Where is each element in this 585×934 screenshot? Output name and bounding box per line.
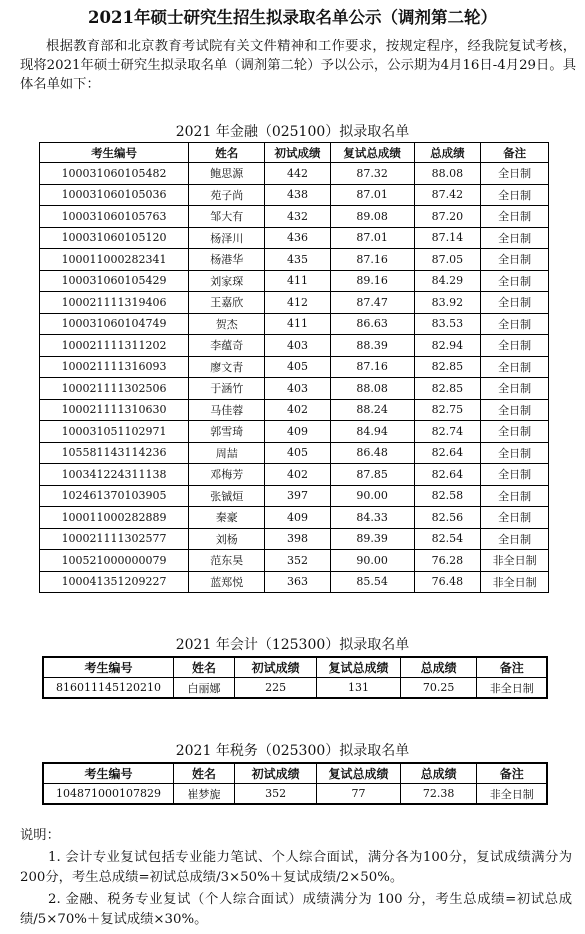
- cell-retest-score: 86.63: [330, 313, 414, 335]
- cell-candidate-id: 100021111302577: [40, 528, 189, 550]
- cell-candidate-id: 100031060104749: [40, 313, 189, 335]
- table-row: [40, 464, 549, 486]
- accounting-table: [42, 656, 548, 699]
- cell-name: 刘家琛: [189, 270, 265, 292]
- cell-total-score: 82.85: [414, 378, 481, 400]
- cell-initial-score: 405: [265, 356, 330, 378]
- cell-candidate-id: 100021111319406: [40, 292, 189, 314]
- cell-name: 李蕴奇: [189, 335, 265, 357]
- cell-name: 邹大有: [189, 206, 265, 228]
- cell-retest-score: 89.08: [330, 206, 414, 228]
- cell-candidate-id: 100521000000079: [40, 550, 189, 572]
- cell-total-score: 87.14: [414, 227, 481, 249]
- cell-name: 白丽娜: [174, 678, 235, 699]
- cell-name: 刘杨: [189, 528, 265, 550]
- cell-retest-score: 87.01: [330, 184, 414, 206]
- cell-candidate-id: 100341224311138: [40, 464, 189, 486]
- cell-initial-score: 405: [265, 442, 330, 464]
- cell-total-score: 82.75: [414, 399, 481, 421]
- cell-candidate-id: 100021111310630: [40, 399, 189, 421]
- cell-initial-score: 225: [235, 678, 317, 699]
- cell-initial-score: 403: [265, 335, 330, 357]
- cell-candidate-id: 100041351209227: [40, 571, 189, 593]
- cell-total-score: 87.05: [414, 249, 481, 271]
- cell-initial-score: 432: [265, 206, 330, 228]
- cell-remark: 全日制: [481, 442, 549, 464]
- header-candidate-id: 考生编号: [40, 143, 189, 163]
- cell-remark: 全日制: [481, 292, 549, 314]
- table-row: [40, 163, 549, 185]
- header-initial-score: 初试成绩: [235, 657, 317, 678]
- notes-heading: 说明：: [20, 828, 60, 843]
- cell-remark: 全日制: [481, 421, 549, 443]
- cell-total-score: 82.85: [414, 356, 481, 378]
- header-total-score: 总成绩: [400, 657, 477, 678]
- cell-candidate-id: 100031060105763: [40, 206, 189, 228]
- finance-table: [39, 142, 549, 593]
- cell-remark: 非全日制: [481, 550, 549, 572]
- table-row: [40, 292, 549, 314]
- cell-initial-score: 409: [265, 421, 330, 443]
- cell-remark: 全日制: [481, 356, 549, 378]
- header-candidate-id: 考生编号: [43, 763, 174, 784]
- cell-remark: 非全日制: [477, 678, 547, 699]
- cell-candidate-id: 816011145120210: [43, 678, 174, 699]
- cell-name: 张铖烜: [189, 485, 265, 507]
- cell-initial-score: 403: [265, 378, 330, 400]
- cell-remark: 非全日制: [481, 571, 549, 593]
- tax-table: [42, 762, 548, 805]
- cell-retest-score: 87.85: [330, 464, 414, 486]
- cell-total-score: 87.20: [414, 206, 481, 228]
- cell-retest-score: 89.39: [330, 528, 414, 550]
- header-initial-score: 初试成绩: [235, 763, 317, 784]
- cell-remark: 全日制: [481, 163, 549, 185]
- cell-name: 廖文青: [189, 356, 265, 378]
- cell-name: 苑子尚: [189, 184, 265, 206]
- cell-initial-score: 402: [265, 399, 330, 421]
- header-remark: 备注: [477, 763, 547, 784]
- cell-initial-score: 435: [265, 249, 330, 271]
- cell-remark: 全日制: [481, 249, 549, 271]
- note-item: 2. 金融、税务专业复试（个人综合面试）成绩满分为 100 分，考生总成绩=初试总成绩/5×70%＋复试成绩×30%。: [20, 892, 572, 927]
- cell-retest-score: 90.00: [330, 485, 414, 507]
- cell-total-score: 76.28: [414, 550, 481, 572]
- cell-remark: 全日制: [481, 206, 549, 228]
- table-row: [40, 421, 549, 443]
- note-item: 1. 会计专业复试包括专业能力笔试、个人综合面试，满分各为100分，复试成绩满分为200分，考生总成绩=初试总成绩/3×50%＋复试成绩/2×50%。: [20, 850, 572, 885]
- cell-candidate-id: 100011000282889: [40, 507, 189, 529]
- cell-remark: 全日制: [481, 507, 549, 529]
- cell-retest-score: 90.00: [330, 550, 414, 572]
- cell-total-score: 82.56: [414, 507, 481, 529]
- cell-name: 范东昊: [189, 550, 265, 572]
- cell-retest-score: 87.16: [330, 249, 414, 271]
- table-row: [40, 249, 549, 271]
- header-total-score: 总成绩: [414, 143, 481, 163]
- table-row: [40, 399, 549, 421]
- cell-name: 马佳蓉: [189, 399, 265, 421]
- cell-total-score: 82.64: [414, 442, 481, 464]
- cell-name: 鲍思源: [189, 163, 265, 185]
- table-header-row: [43, 763, 547, 784]
- header-initial-score: 初试成绩: [265, 143, 330, 163]
- cell-candidate-id: 100031051102971: [40, 421, 189, 443]
- cell-name: 贺杰: [189, 313, 265, 335]
- cell-candidate-id: 100031060105482: [40, 163, 189, 185]
- cell-retest-score: 85.54: [330, 571, 414, 593]
- cell-retest-score: 86.48: [330, 442, 414, 464]
- cell-total-score: 72.38: [400, 784, 477, 805]
- table-row: [43, 784, 547, 805]
- cell-candidate-id: 100031060105429: [40, 270, 189, 292]
- cell-total-score: 82.54: [414, 528, 481, 550]
- page-title: 2021年硕士研究生招生拟录取名单公示（调剂第二轮）: [88, 8, 497, 27]
- header-total-score: 总成绩: [400, 763, 477, 784]
- cell-total-score: 87.42: [414, 184, 481, 206]
- cell-name: 蓝郑悦: [189, 571, 265, 593]
- cell-name: 邓梅芳: [189, 464, 265, 486]
- cell-candidate-id: 100011000282341: [40, 249, 189, 271]
- cell-candidate-id: 100031060105120: [40, 227, 189, 249]
- cell-remark: 全日制: [481, 485, 549, 507]
- cell-initial-score: 436: [265, 227, 330, 249]
- cell-retest-score: 77: [317, 784, 401, 805]
- cell-retest-score: 87.01: [330, 227, 414, 249]
- cell-name: 崔梦旎: [174, 784, 235, 805]
- cell-initial-score: 411: [265, 270, 330, 292]
- table-row: [40, 507, 549, 529]
- cell-remark: 全日制: [481, 313, 549, 335]
- cell-retest-score: 131: [317, 678, 401, 699]
- cell-initial-score: 411: [265, 313, 330, 335]
- table-row: [40, 206, 549, 228]
- cell-initial-score: 412: [265, 292, 330, 314]
- table-row: [40, 184, 549, 206]
- table-row: [40, 571, 549, 593]
- cell-remark: 非全日制: [477, 784, 547, 805]
- cell-remark: 全日制: [481, 335, 549, 357]
- cell-total-score: 83.53: [414, 313, 481, 335]
- table-row: [40, 356, 549, 378]
- cell-initial-score: 352: [235, 784, 317, 805]
- table-row: [40, 528, 549, 550]
- cell-retest-score: 87.32: [330, 163, 414, 185]
- cell-retest-score: 87.16: [330, 356, 414, 378]
- table-row: [40, 485, 549, 507]
- cell-name: 于涵竹: [189, 378, 265, 400]
- cell-candidate-id: 100031060105036: [40, 184, 189, 206]
- cell-initial-score: 352: [265, 550, 330, 572]
- cell-initial-score: 438: [265, 184, 330, 206]
- cell-name: 周喆: [189, 442, 265, 464]
- cell-initial-score: 397: [265, 485, 330, 507]
- cell-total-score: 82.74: [414, 421, 481, 443]
- finance-table-title: 2021 年金融（025100）拟录取名单: [175, 124, 410, 140]
- cell-retest-score: 88.08: [330, 378, 414, 400]
- cell-initial-score: 402: [265, 464, 330, 486]
- cell-retest-score: 89.16: [330, 270, 414, 292]
- header-name: 姓名: [174, 763, 235, 784]
- cell-remark: 全日制: [481, 184, 549, 206]
- cell-total-score: 84.29: [414, 270, 481, 292]
- cell-name: 秦豪: [189, 507, 265, 529]
- cell-retest-score: 84.33: [330, 507, 414, 529]
- header-candidate-id: 考生编号: [43, 657, 174, 678]
- cell-total-score: 83.92: [414, 292, 481, 314]
- cell-initial-score: 442: [265, 163, 330, 185]
- table-row: [40, 335, 549, 357]
- cell-total-score: 82.58: [414, 485, 481, 507]
- cell-name: 杨港华: [189, 249, 265, 271]
- cell-initial-score: 363: [265, 571, 330, 593]
- header-remark: 备注: [477, 657, 547, 678]
- cell-retest-score: 88.24: [330, 399, 414, 421]
- header-retest-score: 复试总成绩: [317, 657, 401, 678]
- cell-remark: 全日制: [481, 399, 549, 421]
- cell-candidate-id: 102461370103905: [40, 485, 189, 507]
- table-row: [40, 270, 549, 292]
- cell-name: 王嘉欣: [189, 292, 265, 314]
- cell-candidate-id: 104871000107829: [43, 784, 174, 805]
- cell-candidate-id: 105581143114236: [40, 442, 189, 464]
- table-row: [40, 227, 549, 249]
- table-header-row: [40, 143, 549, 163]
- tax-table-title: 2021 年税务（025300）拟录取名单: [175, 743, 410, 759]
- header-retest-score: 复试总成绩: [317, 763, 401, 784]
- intro-paragraph: 根据教育部和北京教育考试院有关文件精神和工作要求，按规定程序，经我院复试考核，现将2021年硕士研究生拟录取名单（调剂第二轮）予以公示，公示期为4月16日-4月29日。具体名单如下：: [20, 39, 576, 92]
- cell-candidate-id: 100021111302506: [40, 378, 189, 400]
- table-row: [40, 442, 549, 464]
- cell-retest-score: 87.47: [330, 292, 414, 314]
- table-row: [40, 378, 549, 400]
- header-name: 姓名: [174, 657, 235, 678]
- cell-initial-score: 409: [265, 507, 330, 529]
- cell-name: 郭雪琦: [189, 421, 265, 443]
- table-row: [43, 678, 547, 699]
- cell-candidate-id: 100021111316093: [40, 356, 189, 378]
- cell-remark: 全日制: [481, 378, 549, 400]
- cell-remark: 全日制: [481, 227, 549, 249]
- table-header-row: [43, 657, 547, 678]
- cell-candidate-id: 100021111311202: [40, 335, 189, 357]
- cell-retest-score: 84.94: [330, 421, 414, 443]
- header-retest-score: 复试总成绩: [330, 143, 414, 163]
- cell-initial-score: 398: [265, 528, 330, 550]
- cell-total-score: 82.94: [414, 335, 481, 357]
- cell-remark: 全日制: [481, 528, 549, 550]
- cell-remark: 全日制: [481, 270, 549, 292]
- cell-name: 杨泽川: [189, 227, 265, 249]
- cell-remark: 全日制: [481, 464, 549, 486]
- table-row: [40, 313, 549, 335]
- cell-total-score: 76.48: [414, 571, 481, 593]
- accounting-table-title: 2021 年会计（125300）拟录取名单: [175, 637, 410, 653]
- header-remark: 备注: [481, 143, 549, 163]
- table-row: [40, 550, 549, 572]
- cell-total-score: 82.64: [414, 464, 481, 486]
- cell-retest-score: 88.39: [330, 335, 414, 357]
- header-name: 姓名: [189, 143, 265, 163]
- cell-total-score: 88.08: [414, 163, 481, 185]
- cell-total-score: 70.25: [400, 678, 477, 699]
